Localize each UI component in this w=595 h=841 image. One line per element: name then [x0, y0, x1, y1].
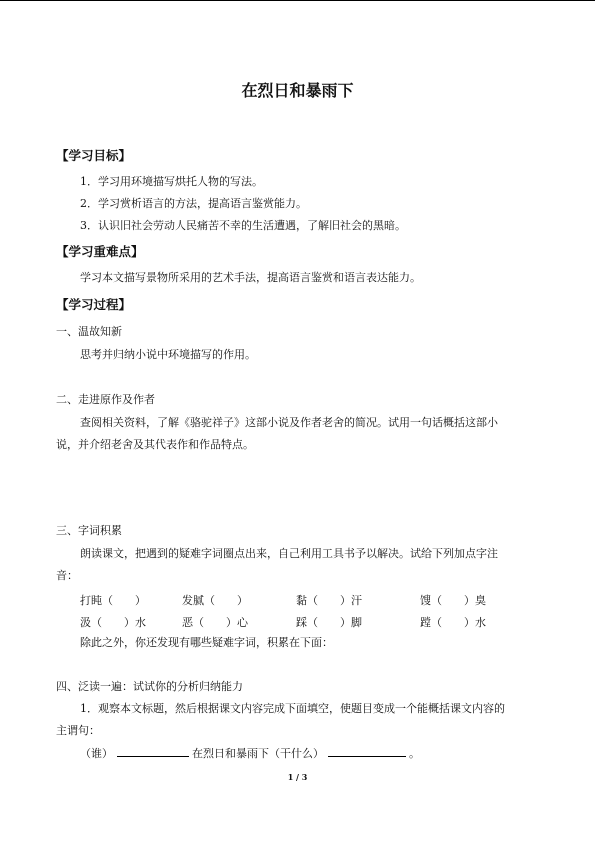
pinyin-item: 蹚（ ）水	[420, 616, 486, 629]
pinyin-item: 恶（ ）心	[182, 616, 248, 629]
fill-end-mark: 。	[409, 747, 420, 760]
part4-q1-line1: 1．观察本文标题，然后根据课文内容完成下面填空，使题目变成一个能概括课文内容的	[80, 702, 505, 715]
heading-learning-process: 【学习过程】	[56, 297, 132, 312]
pinyin-item: 踩（ ）脚	[296, 616, 362, 629]
top-rule	[0, 0, 595, 1]
part2-line1: 查阅相关资料，了解《骆驼祥子》这部小说及作者老舍的简况。试用一句话概括这部小	[80, 416, 498, 429]
fill-blank-who[interactable]	[117, 746, 189, 757]
heading-learning-goals: 【学习目标】	[56, 148, 132, 163]
part2-title: 二、走进原作及作者	[56, 393, 155, 406]
part3-line2: 音：	[56, 569, 78, 582]
part4-q1-line2: 主谓句：	[56, 724, 100, 737]
part3-extra: 除此之外，你还发现有哪些疑难字词，积累在下面：	[80, 636, 333, 649]
page-title: 在烈日和暴雨下	[241, 81, 354, 100]
pinyin-item: 发腻（ ）	[182, 594, 248, 607]
heading-key-points: 【学习重难点】	[56, 244, 144, 259]
part3-title: 三、字词积累	[56, 524, 122, 537]
fill-blank-action[interactable]	[328, 746, 406, 757]
page-number: 1 / 3	[287, 772, 308, 782]
pinyin-item: 打盹（ ）	[80, 594, 146, 607]
goal-item-1: 1．学习用环境描写烘托人物的写法。	[80, 175, 263, 188]
pinyin-item: 馊（ ）臭	[420, 594, 486, 607]
part1-text: 思考并归纳小说中环境描写的作用。	[80, 348, 256, 361]
part2-line2: 说，并介绍老舍及其代表作和作品特点。	[56, 438, 254, 451]
part3-line1: 朗读课文，把遇到的疑难字词圈点出来，自己利用工具书予以解决。试给下列加点字注	[80, 547, 498, 560]
goal-item-3: 3．认识旧社会劳动人民痛苦不幸的生活遭遇，了解旧社会的黑暗。	[80, 219, 406, 232]
part1-title: 一、温故知新	[56, 325, 122, 338]
fill-mid-label: 在烈日和暴雨下（干什么）	[192, 747, 324, 760]
goal-item-2: 2．学习赏析语言的方法，提高语言鉴赏能力。	[80, 197, 307, 210]
part4-title: 四、泛读一遍：试试你的分析归纳能力	[56, 680, 243, 693]
fill-who-label: （谁）	[80, 747, 113, 760]
pinyin-item: 黏（ ）汗	[296, 594, 362, 607]
fill-in-sentence	[80, 746, 420, 761]
pinyin-item: 汲（ ）水	[80, 616, 146, 629]
key-points-text: 学习本文描写景物所采用的艺术手法，提高语言鉴赏和语言表达能力。	[80, 271, 421, 284]
